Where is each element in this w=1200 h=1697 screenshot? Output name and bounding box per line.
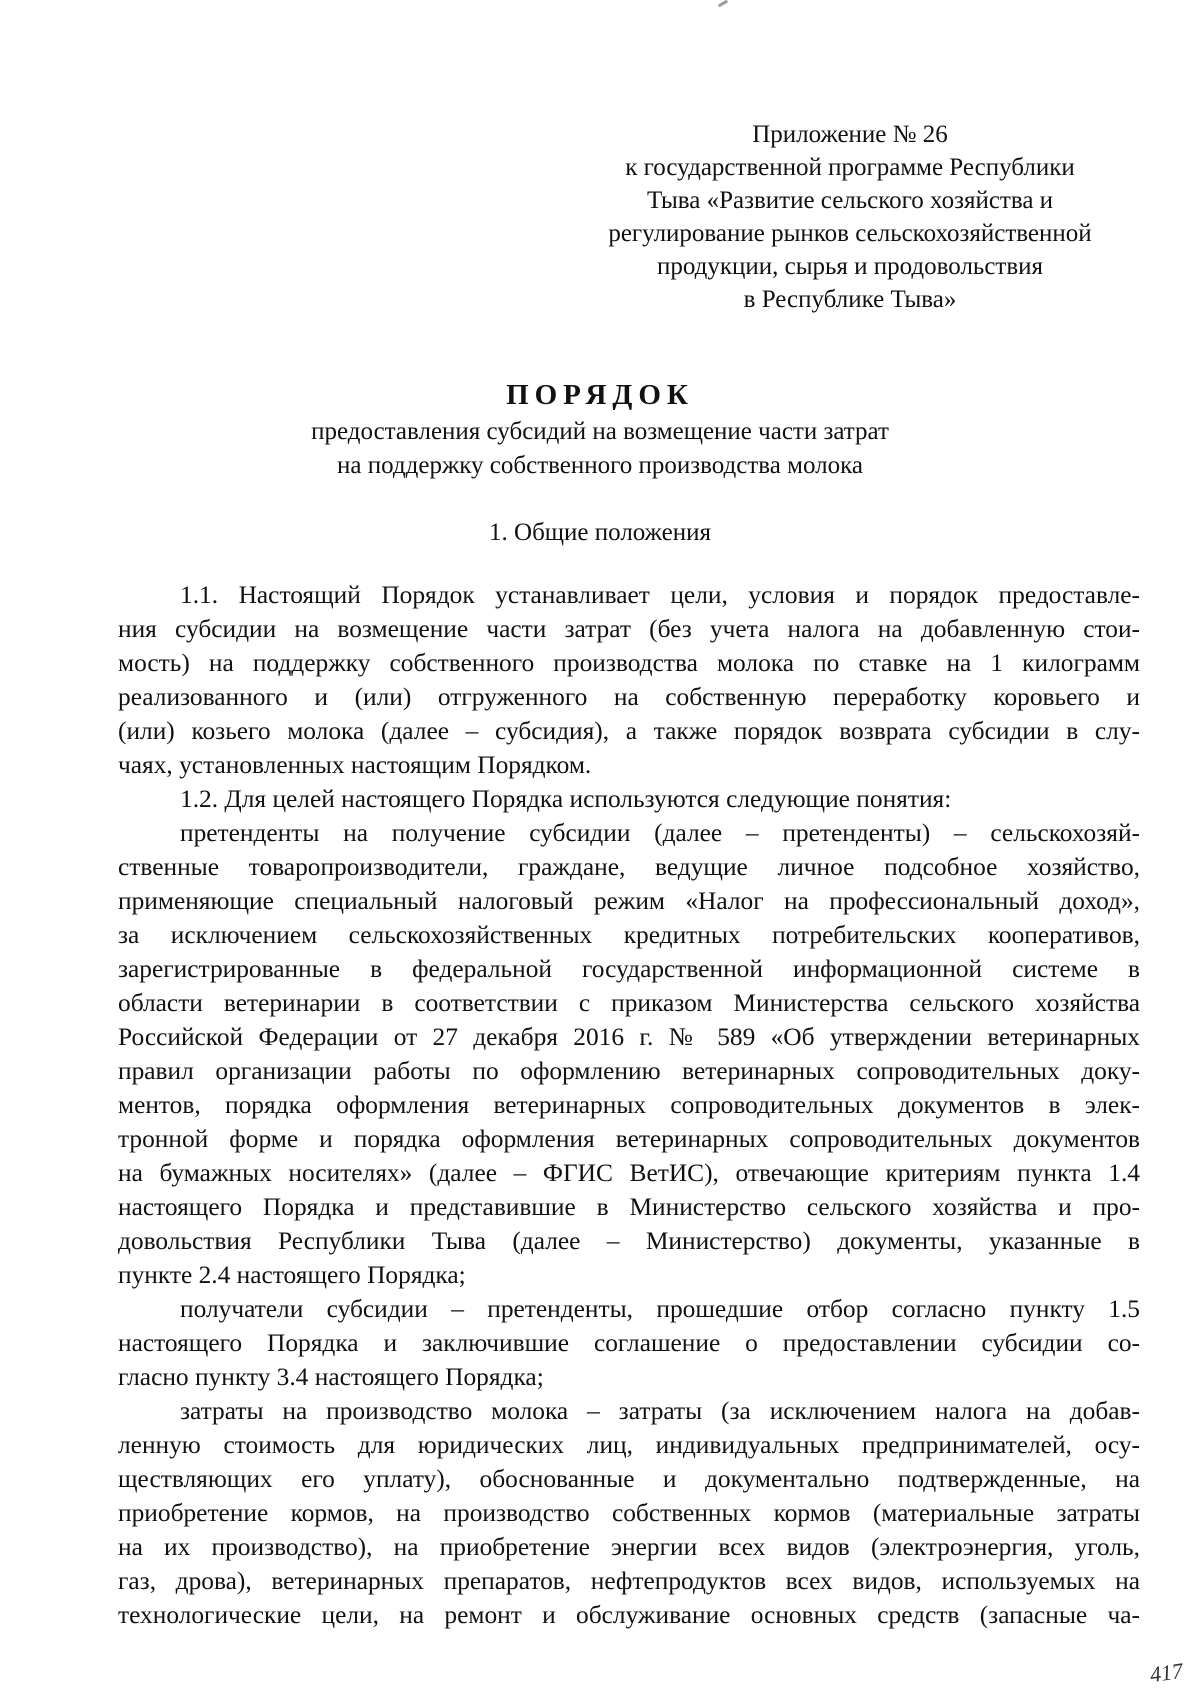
body-line: настоящего Порядка и представившие в Министерство сельского хозяйства и про- <box>118 1193 1140 1221</box>
body-line: реализованного и (или) отгруженного на собственную переработку коровьего и <box>118 683 1140 711</box>
body-line: гласно пункту 3.4 настоящего Порядка; <box>118 1363 544 1391</box>
body-line: ществляющих его уплату), обоснованные и документально подтвержденные, на <box>118 1465 1140 1493</box>
body-line: ния субсидии на возмещение части затрат (без учета налога на добавленную стои- <box>118 615 1140 643</box>
body-line: за исключением сельскохозяйственных кредитных потребительских кооперативов, <box>118 921 1140 949</box>
appendix-line: регулирование рынков сельскохозяйственной <box>608 220 1092 247</box>
body-line: газ, дрова), ветеринарных препаратов, нефтепродуктов всех видов, используемых на <box>118 1567 1140 1595</box>
body-line: Российской Федерации от 27 декабря 2016 г. № 589 «Об утверждении ветеринарных <box>118 1023 1140 1051</box>
appendix-line: продукции, сырья и продовольствия <box>656 253 1044 280</box>
body-line: зарегистрированные в федеральной государственной информационной системе в <box>118 955 1140 983</box>
appendix-line: Тыва «Развитие сельского хозяйства и <box>646 187 1054 214</box>
body-line: получатели субсидии – претенденты, прошедшие отбор согласно пункту 1.5 <box>180 1295 1140 1323</box>
appendix-line: в Республике Тыва» <box>743 286 957 313</box>
appendix-block <box>560 118 1140 316</box>
body-line: 1.1. Настоящий Порядок устанавливает цели, условия и порядок предоставле- <box>180 581 1140 609</box>
body-line: довольствия Республики Тыва (далее – Министерство) документы, указанные в <box>118 1227 1140 1255</box>
body-line: тронной форме и порядка оформления ветеринарных сопроводительных документов <box>118 1125 1140 1153</box>
handwritten-page-number: 417 <box>1148 1657 1185 1688</box>
body-line: мость) на поддержку собственного производства молока по ставке на 1 килограмм <box>118 649 1140 677</box>
subtitle-line: на поддержку собственного производства молока <box>337 452 863 479</box>
document-title: ПОРЯДОК <box>506 379 694 411</box>
body-line: пункте 2.4 настоящего Порядка; <box>118 1261 466 1289</box>
body-line: на бумажных носителях» (далее – ФГИС ВетИС), отвечающие критериям пункта 1.4 <box>118 1159 1140 1187</box>
appendix-line: Приложение № 26 <box>752 121 948 148</box>
body-line: 1.2. Для целей настоящего Порядка используются следующие понятия: <box>180 785 952 813</box>
section-heading: 1. Общие положения <box>489 519 711 546</box>
body-line: правил организации работы по оформлению ветеринарных сопроводительных доку- <box>118 1057 1140 1085</box>
body-text <box>118 578 1140 1632</box>
body-line: применяющие специальный налоговый режим «Налог на профессиональный доход», <box>118 887 1140 915</box>
body-line: области ветеринарии в соответствии с приказом Министерства сельского хозяйства <box>118 989 1140 1017</box>
body-line: ментов, порядка оформления ветеринарных сопроводительных документов в элек- <box>118 1091 1140 1119</box>
document-subtitle <box>0 415 1200 483</box>
body-line: ленную стоимость для юридических лиц, индивидуальных предпринимателей, осу- <box>118 1431 1140 1459</box>
body-line: претенденты на получение субсидии (далее – претенденты) – сельскохозяй- <box>180 819 1140 847</box>
body-line: приобретение кормов, на производство собственных кормов (материальные затраты <box>118 1499 1140 1527</box>
subtitle-line: предоставления субсидий на возмещение части затрат <box>311 418 889 445</box>
body-line: технологические цели, на ремонт и обслуживание основных средств (запасные ча- <box>118 1601 1140 1629</box>
body-line: (или) козьего молока (далее – субсидия), а также порядок возврата субсидии в слу- <box>118 717 1140 745</box>
body-line: ственные товаропроизводители, граждане, ведущие личное подсобное хозяйство, <box>118 853 1140 881</box>
appendix-line: к государственной программе Республики <box>625 154 1075 181</box>
body-line: на их производство), на приобретение энергии всех видов (электроэнергия, уголь, <box>118 1533 1140 1561</box>
scan-artifact <box>718 0 728 7</box>
body-line: чаях, установленных настоящим Порядком. <box>118 751 592 779</box>
body-line: затраты на производство молока – затраты (за исключением налога на добав- <box>180 1397 1140 1425</box>
body-line: настоящего Порядка и заключившие соглашение о предоставлении субсидии со- <box>118 1329 1140 1357</box>
